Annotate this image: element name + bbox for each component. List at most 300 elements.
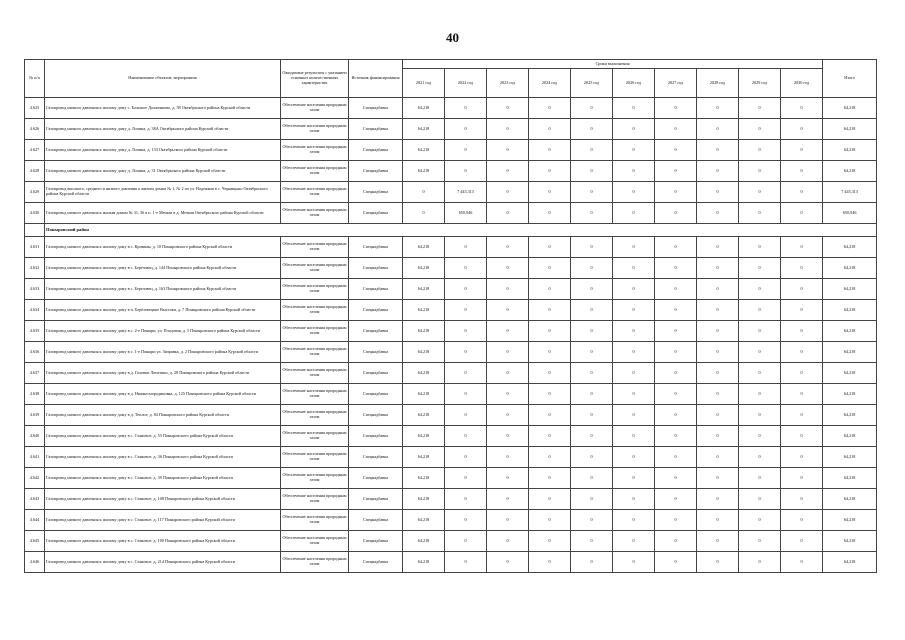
table-row — [25, 405, 877, 426]
row-year-value: 0 — [445, 119, 487, 140]
row-expected-result: Обеспечение населения природным газом — [281, 405, 349, 426]
row-year-value: 0 — [781, 531, 823, 552]
row-year-value: 0 — [445, 237, 487, 258]
row-year-value: 0 — [655, 321, 697, 342]
table-row — [25, 98, 877, 119]
row-number: 4.632 — [25, 258, 45, 279]
row-year-value: 0 — [655, 447, 697, 468]
row-funding-source: Спецнадбавка — [349, 182, 403, 203]
header-year: 2023 год — [487, 69, 529, 98]
row-year-value: 0 — [487, 98, 529, 119]
row-year-value: 0 — [445, 279, 487, 300]
row-year-value: 64,218 — [403, 426, 445, 447]
row-total: 64,218 — [823, 363, 877, 384]
table-row — [25, 203, 877, 224]
row-total: 64,218 — [823, 342, 877, 363]
row-total: 64,218 — [823, 510, 877, 531]
row-year-value: 0 — [697, 531, 739, 552]
row-year-value: 0 — [445, 140, 487, 161]
row-total: 64,218 — [823, 237, 877, 258]
row-year-value: 0 — [655, 489, 697, 510]
header-period: Сроки выполнения — [403, 60, 823, 69]
row-year-value: 0 — [781, 510, 823, 531]
row-year-value: 0 — [487, 510, 529, 531]
row-object-name: Газопровод низкого давления к жилому дому в п. Берёзовецкие Выселки, д. 7 Поныровского района Курской области — [45, 300, 281, 321]
row-year-value: 0 — [739, 552, 781, 573]
row-year-value: 0 — [445, 300, 487, 321]
table-row — [25, 384, 877, 405]
row-expected-result: Обеспечение населения природным газом — [281, 489, 349, 510]
row-number: 4.633 — [25, 279, 45, 300]
row-expected-result: Обеспечение населения природным газом — [281, 203, 349, 224]
table-row — [25, 237, 877, 258]
row-year-value: 0 — [445, 531, 487, 552]
row-year-value: 0 — [655, 237, 697, 258]
row-year-value: 0 — [781, 552, 823, 573]
row-total: 64,218 — [823, 489, 877, 510]
region-row — [25, 224, 877, 237]
row-year-value: 0 — [613, 342, 655, 363]
row-year-value: 0 — [739, 203, 781, 224]
row-year-value: 0 — [445, 468, 487, 489]
row-funding-source: Спецнадбавка — [349, 405, 403, 426]
row-year-value: 0 — [487, 405, 529, 426]
row-year-value: 0 — [445, 405, 487, 426]
program-table — [24, 59, 877, 573]
table-row — [25, 447, 877, 468]
row-year-value: 0 — [739, 182, 781, 203]
row-total: 64,218 — [823, 119, 877, 140]
row-object-name: Газопровод низкого давления к жилому дому в с. Становое, д. 108 Поныровского района Курской области — [45, 489, 281, 510]
row-number: 4.631 — [25, 237, 45, 258]
row-year-value: 0 — [445, 510, 487, 531]
row-year-value: 0 — [529, 237, 571, 258]
header-result: Ожидаемые результаты с указанием основных количественных характеристик — [281, 60, 349, 98]
row-year-value: 0 — [487, 300, 529, 321]
row-year-value: 0 — [487, 203, 529, 224]
row-year-value: 0 — [697, 321, 739, 342]
row-year-value: 0 — [781, 140, 823, 161]
row-year-value: 0 — [697, 279, 739, 300]
row-year-value: 0 — [487, 363, 529, 384]
row-year-value: 0 — [697, 140, 739, 161]
table-row — [25, 182, 877, 203]
row-year-value: 64,218 — [403, 510, 445, 531]
row-year-value: 0 — [613, 363, 655, 384]
row-year-value: 0 — [571, 531, 613, 552]
row-year-value: 0 — [571, 237, 613, 258]
row-expected-result: Обеспечение населения природным газом — [281, 384, 349, 405]
row-total: 64,218 — [823, 384, 877, 405]
row-object-name: Газопровод низкого давления к жилому дому в с. 2-е Поныри, ул. Плодовая, д. 5 Поныровского района Курской области — [45, 321, 281, 342]
row-year-value: 0 — [571, 279, 613, 300]
row-year-value: 0 — [487, 531, 529, 552]
row-funding-source: Спецнадбавка — [349, 237, 403, 258]
row-year-value: 0 — [655, 384, 697, 405]
row-year-value: 64,218 — [403, 363, 445, 384]
row-year-value: 64,218 — [403, 384, 445, 405]
row-year-value: 0 — [697, 405, 739, 426]
row-year-value: 0 — [697, 489, 739, 510]
row-year-value: 0 — [613, 119, 655, 140]
row-object-name: Газопровод низкого давления к жилому дому в с. 1-е Поныри ул. Заправка, д. 2 Поныровского района Курской области — [45, 342, 281, 363]
row-year-value: 0 — [781, 279, 823, 300]
row-total: 64,218 — [823, 552, 877, 573]
region-title: Поныровский район — [45, 224, 877, 237]
table-header — [25, 60, 877, 98]
row-year-value: 0 — [697, 468, 739, 489]
row-year-value: 0 — [445, 447, 487, 468]
row-year-value: 0 — [571, 552, 613, 573]
row-number: 4.629 — [25, 182, 45, 203]
row-object-name: Газопровод низкого давления к жилому дому в с. Становое, д. 36 Поныровского района Курской области — [45, 447, 281, 468]
header-year: 2024 год — [529, 69, 571, 98]
row-year-value: 0 — [655, 140, 697, 161]
row-funding-source: Спецнадбавка — [349, 203, 403, 224]
row-year-value: 64,218 — [403, 552, 445, 573]
row-year-value: 0 — [781, 203, 823, 224]
table-row — [25, 342, 877, 363]
row-total: 64,218 — [823, 321, 877, 342]
row-number: 4.646 — [25, 552, 45, 573]
row-total: 64,218 — [823, 279, 877, 300]
row-year-value: 0 — [655, 468, 697, 489]
table-row — [25, 119, 877, 140]
row-year-value: 0 — [613, 321, 655, 342]
row-funding-source: Спецнадбавка — [349, 300, 403, 321]
row-year-value: 0 — [529, 119, 571, 140]
row-year-value: 0 — [739, 510, 781, 531]
table-row — [25, 531, 877, 552]
row-year-value: 0 — [529, 182, 571, 203]
table-row — [25, 140, 877, 161]
row-funding-source: Спецнадбавка — [349, 468, 403, 489]
row-year-value: 0 — [571, 258, 613, 279]
row-year-value: 0 — [655, 363, 697, 384]
row-number: 4.639 — [25, 405, 45, 426]
row-funding-source: Спецнадбавка — [349, 321, 403, 342]
row-year-value: 0 — [697, 119, 739, 140]
row-funding-source: Спецнадбавка — [349, 98, 403, 119]
row-year-value: 0 — [613, 468, 655, 489]
row-year-value: 0 — [655, 258, 697, 279]
row-year-value: 7 445,313 — [445, 182, 487, 203]
row-funding-source: Спецнадбавка — [349, 552, 403, 573]
row-year-value: 0 — [781, 447, 823, 468]
row-expected-result: Обеспечение населения природным газом — [281, 468, 349, 489]
row-object-name: Газопровод низкого давления к жилому дому в с. Становое, д. 214 Поныровского района Курской области — [45, 552, 281, 573]
row-expected-result: Обеспечение населения природным газом — [281, 161, 349, 182]
row-year-value: 0 — [487, 161, 529, 182]
row-funding-source: Спецнадбавка — [349, 531, 403, 552]
row-total: 64,218 — [823, 426, 877, 447]
row-year-value: 0 — [613, 489, 655, 510]
table-row — [25, 510, 877, 531]
row-year-value: 0 — [571, 510, 613, 531]
row-object-name: Газопровод низкого давления к жилому дому в с. Березовец, д. 163 Поныровского района Курской области — [45, 279, 281, 300]
row-year-value: 0 — [697, 426, 739, 447]
row-year-value: 0 — [739, 300, 781, 321]
row-year-value: 0 — [487, 182, 529, 203]
row-year-value: 64,218 — [403, 300, 445, 321]
row-year-value: 0 — [487, 426, 529, 447]
row-object-name: Газопровод низкого давления к жилому дому в с. Березовец, д. 144 Поныровского района Курской области — [45, 258, 281, 279]
row-year-value: 64,218 — [403, 237, 445, 258]
row-year-value: 0 — [487, 447, 529, 468]
table-row — [25, 552, 877, 573]
row-number: 4.636 — [25, 342, 45, 363]
row-year-value: 0 — [613, 258, 655, 279]
row-year-value: 0 — [613, 510, 655, 531]
row-year-value: 0 — [487, 321, 529, 342]
row-year-value: 0 — [613, 300, 655, 321]
row-year-value: 0 — [613, 552, 655, 573]
header-name: Наименование объектов, мероприятия — [45, 60, 281, 98]
row-year-value: 0 — [781, 468, 823, 489]
row-year-value: 0 — [613, 384, 655, 405]
row-year-value: 0 — [487, 119, 529, 140]
row-year-value: 64,218 — [403, 98, 445, 119]
header-source: Источник финансирования — [349, 60, 403, 98]
header-num: № п/п — [25, 60, 45, 98]
row-total: 650,946 — [823, 203, 877, 224]
row-year-value: 64,218 — [403, 342, 445, 363]
row-year-value: 0 — [571, 182, 613, 203]
row-year-value: 0 — [781, 119, 823, 140]
row-year-value: 0 — [697, 384, 739, 405]
row-year-value: 0 — [739, 161, 781, 182]
row-object-name: Газопровод низкого давления к жилому дому в с. Становое, д. 100 Поныровского района Курской области — [45, 531, 281, 552]
header-year: 2025 год — [571, 69, 613, 98]
row-expected-result: Обеспечение населения природным газом — [281, 119, 349, 140]
row-total: 64,218 — [823, 405, 877, 426]
row-year-value: 0 — [571, 203, 613, 224]
table-row — [25, 161, 877, 182]
row-total: 64,218 — [823, 447, 877, 468]
table-row — [25, 489, 877, 510]
row-number: 4.634 — [25, 300, 45, 321]
row-year-value: 0 — [739, 531, 781, 552]
row-object-name: Газопровод низкого давления к жилому дому в д. Теплое, д. 84 Поныровского района Курской области — [45, 405, 281, 426]
row-expected-result: Обеспечение населения природным газом — [281, 279, 349, 300]
row-year-value: 0 — [571, 140, 613, 161]
row-total: 64,218 — [823, 258, 877, 279]
row-expected-result: Обеспечение населения природным газом — [281, 447, 349, 468]
row-funding-source: Спецнадбавка — [349, 279, 403, 300]
row-year-value: 0 — [445, 258, 487, 279]
row-year-value: 0 — [781, 384, 823, 405]
row-funding-source: Спецнадбавка — [349, 258, 403, 279]
row-total: 64,218 — [823, 140, 877, 161]
row-year-value: 0 — [697, 363, 739, 384]
row-year-value: 0 — [529, 363, 571, 384]
row-expected-result: Обеспечение населения природным газом — [281, 342, 349, 363]
row-year-value: 0 — [655, 510, 697, 531]
row-expected-result: Обеспечение населения природным газом — [281, 426, 349, 447]
row-expected-result: Обеспечение населения природным газом — [281, 237, 349, 258]
row-year-value: 0 — [655, 98, 697, 119]
row-funding-source: Спецнадбавка — [349, 384, 403, 405]
row-total: 7 445,313 — [823, 182, 877, 203]
row-year-value: 0 — [529, 321, 571, 342]
row-funding-source: Спецнадбавка — [349, 510, 403, 531]
row-object-name: Газопровод низкого давления к жилому дому в с. Становое, д. 53 Поныровского района Курской области — [45, 426, 281, 447]
row-year-value: 64,218 — [403, 405, 445, 426]
row-year-value: 0 — [655, 182, 697, 203]
row-year-value: 0 — [739, 489, 781, 510]
row-year-value: 0 — [781, 405, 823, 426]
header-total: Итого — [823, 60, 877, 98]
row-year-value: 64,218 — [403, 161, 445, 182]
row-number: 4.640 — [25, 426, 45, 447]
row-year-value: 0 — [529, 279, 571, 300]
row-year-value: 64,218 — [403, 140, 445, 161]
row-number: 4.641 — [25, 447, 45, 468]
row-year-value: 0 — [529, 405, 571, 426]
row-year-value: 0 — [655, 300, 697, 321]
program-table-container — [24, 59, 876, 573]
row-year-value: 64,218 — [403, 321, 445, 342]
row-year-value: 0 — [613, 98, 655, 119]
row-number: 4.638 — [25, 384, 45, 405]
row-year-value: 0 — [781, 258, 823, 279]
row-expected-result: Обеспечение населения природным газом — [281, 531, 349, 552]
row-year-value: 0 — [655, 279, 697, 300]
row-year-value: 0 — [571, 161, 613, 182]
row-year-value: 0 — [697, 258, 739, 279]
row-year-value: 0 — [487, 468, 529, 489]
row-object-name: Газопровод низкого давления к жилому дому д. Лопина, д. 38А Октябрьского района Курской области — [45, 119, 281, 140]
row-year-value: 0 — [739, 237, 781, 258]
row-expected-result: Обеспечение населения природным газом — [281, 552, 349, 573]
row-funding-source: Спецнадбавка — [349, 119, 403, 140]
row-total: 64,218 — [823, 468, 877, 489]
row-year-value: 64,218 — [403, 119, 445, 140]
row-year-value: 0 — [739, 119, 781, 140]
row-funding-source: Спецнадбавка — [349, 140, 403, 161]
row-object-name: Газопровод низкого давления к жилому дому д. Лопина, д. 133 Октябрьского района Курской области — [45, 140, 281, 161]
row-year-value: 0 — [781, 98, 823, 119]
row-object-name: Газопровод низкого давления к жилому дому в с. Становое, д. 117 Поныровского района Курской области — [45, 510, 281, 531]
row-year-value: 64,218 — [403, 489, 445, 510]
row-year-value: 64,218 — [403, 468, 445, 489]
row-number: 4.626 — [25, 119, 45, 140]
header-year: 2021 год — [403, 69, 445, 98]
row-year-value: 0 — [697, 203, 739, 224]
row-year-value: 0 — [487, 384, 529, 405]
row-year-value: 0 — [781, 342, 823, 363]
row-year-value: 0 — [781, 300, 823, 321]
row-year-value: 0 — [697, 510, 739, 531]
row-year-value: 0 — [529, 203, 571, 224]
row-year-value: 0 — [697, 342, 739, 363]
row-year-value: 64,218 — [403, 531, 445, 552]
row-year-value: 0 — [613, 279, 655, 300]
row-year-value: 0 — [529, 258, 571, 279]
row-year-value: 0 — [445, 363, 487, 384]
row-number: 4.628 — [25, 161, 45, 182]
row-funding-source: Спецнадбавка — [349, 489, 403, 510]
row-object-name: Газопровод низкого давления к жилому дому в с. Становое, д. 39 Поныровского района Курской области — [45, 468, 281, 489]
row-year-value: 650,946 — [445, 203, 487, 224]
row-expected-result: Обеспечение населения природным газом — [281, 363, 349, 384]
row-expected-result: Обеспечение населения природным газом — [281, 182, 349, 203]
row-year-value: 64,218 — [403, 447, 445, 468]
row-object-name: Газопровод низкого давления к жилому дому в д. Головки Лопатино, д. 28 Поныровского района Курской области — [45, 363, 281, 384]
row-year-value: 0 — [571, 426, 613, 447]
row-year-value: 0 — [697, 447, 739, 468]
row-year-value: 0 — [529, 552, 571, 573]
row-year-value: 0 — [571, 321, 613, 342]
row-year-value: 0 — [529, 510, 571, 531]
row-number: 4.630 — [25, 203, 45, 224]
row-year-value: 0 — [529, 98, 571, 119]
row-year-value: 0 — [571, 98, 613, 119]
row-object-name: Газопровод низкого давления к жилому дому в с. Криваны, д. 10 Поныровского района Курской области — [45, 237, 281, 258]
row-year-value: 0 — [445, 98, 487, 119]
row-year-value: 0 — [571, 119, 613, 140]
row-number: 4.645 — [25, 531, 45, 552]
row-funding-source: Спецнадбавка — [349, 342, 403, 363]
row-expected-result: Обеспечение населения природным газом — [281, 321, 349, 342]
table-row — [25, 468, 877, 489]
row-number: 4.644 — [25, 510, 45, 531]
row-year-value: 0 — [697, 237, 739, 258]
table-row — [25, 363, 877, 384]
row-year-value: 0 — [739, 98, 781, 119]
row-year-value: 0 — [529, 426, 571, 447]
row-year-value: 64,218 — [403, 258, 445, 279]
row-total: 64,218 — [823, 300, 877, 321]
row-year-value: 0 — [571, 468, 613, 489]
row-year-value: 0 — [445, 321, 487, 342]
row-year-value: 0 — [613, 140, 655, 161]
row-funding-source: Спецнадбавка — [349, 363, 403, 384]
row-year-value: 0 — [781, 489, 823, 510]
row-year-value: 0 — [487, 279, 529, 300]
row-year-value: 0 — [613, 405, 655, 426]
row-year-value: 0 — [613, 203, 655, 224]
row-total: 64,218 — [823, 531, 877, 552]
row-funding-source: Спецнадбавка — [349, 447, 403, 468]
row-year-value: 0 — [445, 384, 487, 405]
row-year-value: 0 — [697, 161, 739, 182]
row-year-value: 0 — [739, 384, 781, 405]
row-year-value: 0 — [403, 203, 445, 224]
row-year-value: 0 — [697, 182, 739, 203]
header-year: 2030 год — [781, 69, 823, 98]
header-year: 2022 год — [445, 69, 487, 98]
row-total: 64,218 — [823, 98, 877, 119]
row-year-value: 0 — [571, 447, 613, 468]
row-number: 4.643 — [25, 489, 45, 510]
row-year-value: 0 — [781, 363, 823, 384]
row-expected-result: Обеспечение населения природным газом — [281, 140, 349, 161]
row-year-value: 0 — [487, 489, 529, 510]
row-year-value: 0 — [571, 405, 613, 426]
row-object-name: Газопровод низкого давления к жилому дому с. Большое Долженково, д. 58 Октябрьского района Курской области — [45, 98, 281, 119]
row-year-value: 0 — [571, 489, 613, 510]
row-expected-result: Обеспечение населения природным газом — [281, 98, 349, 119]
row-year-value: 0 — [655, 342, 697, 363]
row-year-value: 0 — [487, 342, 529, 363]
row-year-value: 0 — [739, 321, 781, 342]
row-year-value: 0 — [697, 300, 739, 321]
row-year-value: 0 — [781, 237, 823, 258]
row-number: 4.642 — [25, 468, 45, 489]
header-year: 2026 год — [613, 69, 655, 98]
row-year-value: 0 — [739, 405, 781, 426]
